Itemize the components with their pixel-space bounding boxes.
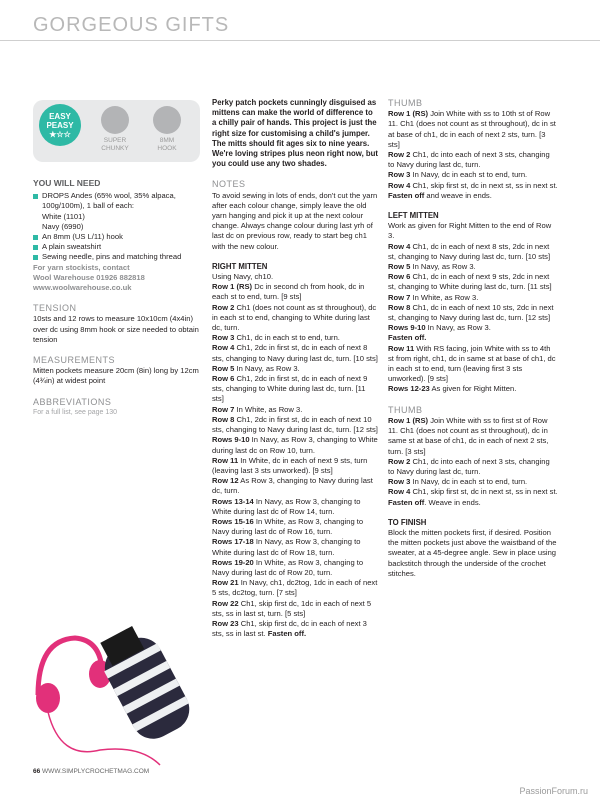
row-text: Ch1 (does not count as st throughout), dc in each st to end, changing to White during last dc, turn. — [212, 302, 377, 333]
row-text: Ch1, 2dc in first st, dc in each of next 9 sts, changing to White during last dc, turn. [11 sts] — [212, 374, 368, 404]
stockist-line1: For yarn stockists, contact — [33, 262, 130, 272]
pattern-row — [212, 303, 379, 334]
right-mitten-rows — [212, 282, 379, 639]
abbreviations-heading: ABBREVIATIONS — [33, 396, 112, 407]
row-text: In Navy, dc in each st to end, turn. — [410, 477, 528, 487]
row-label: Row 8 — [212, 414, 235, 424]
column-pattern-left — [388, 98, 558, 579]
thumb-right-finish: and weave in ends. — [424, 190, 492, 200]
row-label: Rows 19-20 — [212, 557, 254, 567]
left-mitten-fasten: Fasten off. — [388, 333, 427, 343]
notes-heading: NOTES — [212, 179, 246, 190]
thumb-right-fasten: Fasten off — [388, 190, 425, 200]
row-label: Row 21 — [212, 578, 239, 588]
pattern-row — [212, 415, 379, 435]
hook-line1: 8MM — [159, 137, 175, 144]
yarn-weight-badge — [93, 106, 137, 153]
difficulty-stars: ★☆☆ — [49, 129, 71, 139]
headphone-left-cup — [36, 683, 60, 713]
yarn-weight-line2: CHUNKY — [101, 145, 129, 152]
row-label: Row 6 — [212, 374, 235, 384]
row-text: In Navy, as Row 3, changing to White during last dc on Row 10, turn. — [212, 435, 378, 455]
row-text: In White, as Row 3, changing to Navy during last dc of Row 16, turn. — [212, 516, 364, 537]
row-text: Ch1, dc into each of next 3 sts, changing to Navy during last dc, turn. — [388, 150, 550, 170]
pattern-row — [212, 405, 379, 415]
row-label: Rows 13-14 — [212, 496, 254, 506]
pattern-row — [212, 578, 379, 598]
pattern-row — [388, 262, 558, 272]
row-label: Row 2 — [388, 150, 411, 160]
row-text: In White, as Row 3. — [410, 292, 479, 302]
row-text: Ch1, 2dc in first st, dc in each of next 8 sts, changing to Navy during last dc, turn. [10 sts] — [212, 343, 378, 363]
row-label: Row 1 (RS) — [388, 415, 429, 425]
row-label: Row 4 — [388, 180, 411, 190]
row-text: In White, as Row 3, changing to Navy during last dc of Row 20, turn. — [212, 557, 364, 577]
hook-line2: HOOK — [157, 145, 177, 152]
pattern-row — [212, 537, 379, 557]
measurements-text: Mitten pockets measure 20cm (8in) long by 12cm (4¾in) at widest point — [33, 366, 199, 386]
pattern-row — [388, 181, 558, 191]
row-label: Row 4 — [212, 343, 235, 353]
row-label: Row 7 — [212, 404, 235, 414]
pattern-row — [388, 457, 558, 477]
row-text: Ch1, skip first dc, dc in each of next 3 sts, ss in last st. — [212, 618, 367, 639]
pattern-row — [212, 374, 379, 405]
left-mitten-start: Work as given for Right Mitten to the end of Row 3. — [388, 221, 552, 241]
pattern-row — [388, 109, 558, 150]
to-finish-heading: TO FINISH — [388, 517, 427, 527]
difficulty-line2: PEASY — [46, 120, 74, 130]
pattern-row — [212, 476, 379, 496]
row-label: Row 11 — [388, 343, 415, 353]
row-text: In Navy, dc in each st to end, turn. — [410, 170, 528, 180]
pattern-row — [388, 170, 558, 180]
thumb-left-heading: THUMB — [388, 404, 423, 415]
pattern-row — [388, 272, 558, 292]
materials-item-text: DROPS Andes (65% wool, 35% alpaca, 100g/100m), 1 ball of each: — [42, 191, 176, 211]
row-label: Rows 12-23 — [388, 384, 430, 394]
column-materials — [33, 178, 201, 418]
row-text: In Navy, as Row 3, changing to White during last dc of Row 18, turn. — [212, 537, 361, 557]
thumb-left-fasten: Fasten off — [388, 497, 425, 507]
tension-heading: TENSION — [33, 303, 77, 314]
row-text: In White, as Row 3. — [234, 404, 303, 414]
row-label: Row 8 — [388, 302, 411, 312]
row-label: Rows 17-18 — [212, 537, 254, 547]
materials-item — [33, 191, 201, 232]
pattern-row — [388, 303, 558, 323]
pattern-row — [388, 150, 558, 170]
row-text: Ch1, 2dc in first st, dc in each of next 10 sts, changing to Navy during last dc, turn. [12 sts] — [212, 414, 378, 435]
row-text: In Navy, as Row 3. — [234, 363, 300, 373]
pattern-row — [388, 242, 558, 262]
row-text: In Navy, as Row 3. — [410, 262, 476, 272]
row-label: Rows 9-10 — [212, 435, 250, 445]
row-text: Ch1, skip first st, dc in next st, ss in next st. — [410, 180, 558, 190]
row-label: Row 7 — [388, 292, 411, 302]
watermark: PassionForum.ru — [519, 786, 588, 796]
thumb-left-rows — [388, 416, 558, 498]
row-text: In Navy, as Row 3. — [425, 323, 491, 333]
tension-text: 10sts and 12 rows to measure 10x10cm (4x4in) over dc using 8mm hook or size needed to obtain tension — [33, 314, 199, 344]
notes-text: To avoid sewing in lots of ends, don't cut the yarn after each colour change, simply leave the old yarn hanging and pick it up at the next colour change. Always change colour during last yrh of last dc on previous row, ready to start beg ch1 with the new colour. — [212, 190, 378, 251]
footer-site[interactable]: WWW.SIMPLYCROCHETMAG.COM — [42, 768, 150, 775]
left-mitten-rows — [388, 242, 558, 334]
pattern-row — [212, 558, 379, 578]
row-text: With RS facing, join White with ss to 4th st from right, ch1, dc in same st at base of ch1, dc in each st to end, turn (leaving first 3 sts unworked). [9 sts] — [388, 343, 556, 384]
row-text: As given for Right Mitten. — [429, 384, 517, 394]
row-label: Row 23 — [212, 618, 239, 628]
stockist-url[interactable]: www.woolwarehouse.co.uk — [33, 283, 132, 293]
yarn-ball-icon — [101, 106, 129, 134]
pattern-row — [212, 435, 379, 455]
header-rule — [0, 40, 600, 41]
materials-item: Sewing needle, pins and matching thread — [33, 252, 201, 262]
pattern-row — [212, 343, 379, 363]
row-text: Ch1, dc into each of next 3 sts, changing to Navy during last dc, turn. — [388, 456, 550, 476]
row-text: Join White with ss to first st of Row 11. Ch1 (does not count as st throughout), dc in same st at base of ch1, dc in each of next 2 sts, turn. [3 sts] — [388, 415, 549, 456]
hook-size-badge — [145, 106, 189, 153]
pattern-row — [388, 323, 558, 333]
row-label: Row 2 — [388, 456, 411, 466]
materials-item: An 8mm (US L/11) hook — [33, 232, 201, 242]
pattern-row — [388, 293, 558, 303]
row-label: Row 5 — [388, 262, 411, 272]
row-text: Dc in second ch from hook, dc in each st to end, turn. [9 sts] — [212, 282, 365, 302]
info-badges — [33, 100, 200, 162]
row-label: Row 4 — [388, 487, 411, 497]
pattern-row — [212, 599, 379, 619]
footer — [33, 768, 149, 775]
row-label: Row 12 — [212, 476, 239, 486]
materials-list — [33, 191, 201, 262]
difficulty-line1: EASY — [49, 111, 71, 121]
fasten-off-label: Fasten off. — [267, 629, 307, 639]
pattern-row — [388, 477, 558, 487]
pattern-row — [212, 497, 379, 517]
row-label: Row 11 — [212, 455, 239, 465]
thumb-right-rows — [388, 109, 558, 191]
row-label: Row 1 (RS) — [212, 282, 253, 292]
row-text: Join White with ss to 10th st of Row 11. Ch1 (does not count as st throughout), dc in st at base of ch1, dc in each of next 2 sts, turn. [3 sts] — [388, 109, 556, 149]
row-text: Ch1, skip first dc, 1dc in each of next 5 sts, ss in last st, turn. [5 sts] — [212, 598, 372, 618]
thumb-right-heading: THUMB — [388, 98, 423, 108]
stockist-line2: Wool Warehouse 01926 882818 — [33, 272, 145, 282]
row-label: Rows 9-10 — [388, 323, 426, 333]
thumb-left-finish: . Weave in ends. — [424, 497, 481, 507]
abbreviations-text: For a full list, see page 130 — [33, 408, 118, 416]
row-label: Row 3 — [388, 170, 411, 180]
row-text: Ch1, skip first st, dc in next st, ss in next st. — [410, 487, 558, 497]
left-mitten-heading: LEFT MITTEN — [388, 211, 439, 221]
row-text: In Navy, as Row 3, changing to White during last dc of Row 14, turn. — [212, 496, 361, 516]
pattern-row — [388, 416, 558, 457]
row-text: Ch1, dc in each of next 8 sts, 2dc in next st, changing to Navy during last dc, turn. [10 sts] — [388, 241, 551, 261]
difficulty-badge — [39, 104, 81, 146]
row-label: Row 4 — [388, 241, 411, 251]
row-text: Ch1, dc in each of next 10 sts, 2dc in next st, changing to Navy during last dc, turn. [12 sts] — [388, 302, 554, 323]
page-number: 66 — [33, 768, 41, 775]
intro-text: Perky patch pockets cunningly disguised as mittens can make the world of difference to a chilly pair of hands. This project is just the right size for customising a child's jumper. The mitts should fit ages six to nine years. We're loving stripes plus neon right now, but you could use any two shades. — [212, 98, 379, 169]
pattern-row — [212, 456, 379, 476]
pattern-row — [212, 282, 379, 302]
row-label: Row 22 — [212, 598, 239, 608]
row-label: Row 5 — [212, 363, 235, 373]
row-label: Rows 15-16 — [212, 516, 254, 526]
mitten-photo — [30, 600, 210, 770]
row-text: As Row 3, changing to Navy during last dc, turn. — [212, 476, 373, 496]
to-finish-text: Block the mitten pockets first, if desired. Position the mitten pockets just above the waistband of the sweater, at a 45-degree angle. Sew in place using backstitch through the underside of the crochet stitches. — [388, 527, 557, 578]
pattern-row — [212, 619, 379, 639]
hook-icon — [153, 106, 181, 134]
materials-item: A plain sweatshirt — [33, 242, 201, 252]
colour-white: White (1101) — [42, 211, 85, 221]
row-text: In White, dc in each of next 9 sts, turn (leaving last 3 sts unworked). [9 sts] — [212, 455, 368, 475]
measurements-heading: MEASUREMENTS — [33, 355, 116, 366]
pattern-row — [212, 364, 379, 374]
row-text: In Navy, ch1, dc2tog, 1dc in each of next 5 sts, dc2tog, turn. [7 sts] — [212, 578, 378, 598]
yarn-weight-line1: SUPER — [103, 137, 127, 144]
row-label: Row 6 — [388, 272, 411, 282]
pattern-row — [388, 487, 558, 497]
colour-navy: Navy (6990) — [42, 221, 84, 231]
pattern-row — [212, 333, 379, 343]
row-label: Row 2 — [212, 302, 235, 312]
right-mitten-start: Using Navy, ch10. — [212, 272, 274, 282]
you-need-heading: YOU WILL NEED — [33, 178, 101, 188]
row-label: Row 3 — [388, 477, 411, 487]
row-label: Row 3 — [212, 333, 235, 343]
section-title: GORGEOUS GIFTS — [33, 14, 230, 36]
column-pattern-right — [212, 98, 379, 639]
row-label: Row 1 (RS) — [388, 109, 429, 119]
pattern-row — [212, 517, 379, 537]
right-mitten-heading: RIGHT MITTEN — [212, 261, 268, 271]
row-text: Ch1, dc in each st to end, turn. — [234, 333, 340, 343]
row-text: Ch1, dc in each of next 9 sts, 2dc in next st, changing to White during last dc, turn. [11 sts] — [388, 272, 552, 292]
